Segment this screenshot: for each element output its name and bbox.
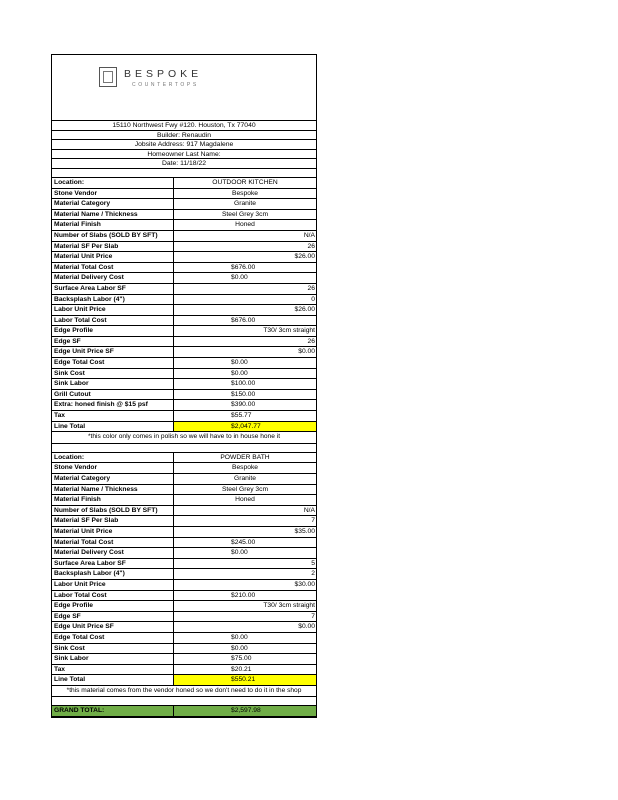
row-label: Labor Unit Price [52, 580, 174, 590]
line-total-value: $550.21 [174, 675, 316, 685]
row-value: $26.00 [294, 253, 315, 261]
table-row [52, 305, 316, 316]
row-value: 7 [311, 517, 315, 525]
table-row [52, 633, 316, 644]
row-value: $0.00 [231, 369, 248, 377]
row-value: N/A [303, 506, 315, 514]
row-label: Backsplash Labor (4") [52, 569, 174, 579]
table-row [52, 538, 316, 549]
row-label: Edge SF [52, 337, 174, 347]
row-label: Grill Cutout [52, 390, 174, 400]
date-line: Date: 11/18/22 [52, 159, 316, 169]
table-row [52, 580, 316, 591]
row-value: 0 [311, 295, 315, 303]
row-label: Location: [52, 178, 174, 188]
table-row [52, 199, 316, 210]
row-label: Backsplash Labor (4") [52, 295, 174, 305]
row-value: $30.00 [294, 580, 315, 588]
table-row [52, 252, 316, 263]
table-row [52, 189, 316, 200]
row-value: $26.00 [294, 306, 315, 314]
row-value: $245.00 [231, 538, 256, 546]
row-value: $100.00 [231, 380, 256, 388]
row-label: Surface Area Labor SF [52, 284, 174, 294]
table-row [52, 242, 316, 253]
row-value: OUTDOOR KITCHEN [212, 178, 278, 186]
spacer-row [52, 697, 316, 706]
table-row [52, 559, 316, 570]
row-label: Material SF Per Slab [52, 516, 174, 526]
logo-area [52, 55, 316, 121]
table-row [52, 569, 316, 580]
table-row [52, 231, 316, 242]
spacer-row [52, 169, 316, 178]
row-label: Tax [52, 411, 174, 421]
row-value: $0.00 [231, 644, 248, 652]
grand-total-row [52, 706, 316, 717]
row-label: Material Delivery Cost [52, 273, 174, 283]
row-label: Material Unit Price [52, 252, 174, 262]
row-value: Bespoke [231, 189, 259, 197]
grand-total-value: $2,597.98 [231, 707, 261, 715]
row-label: Material Name / Thickness [52, 485, 174, 495]
row-label: Extra: honed finish @ $15 psf [52, 400, 174, 410]
row-label: Material Name / Thickness [52, 210, 174, 220]
logo-name: BESPOKE [124, 68, 203, 80]
row-label: Material Total Cost [52, 263, 174, 273]
row-value: 7 [311, 612, 315, 620]
table-row [52, 400, 316, 411]
row-label: Sink Cost [52, 369, 174, 379]
company-address: 15110 Northwest Fwy #120. Houston, Tx 77040 [52, 121, 316, 131]
line-total-value: $2,047.77 [174, 422, 316, 432]
table-row [52, 506, 316, 517]
row-value: Granite [234, 200, 256, 208]
table-row [52, 210, 316, 221]
row-value: 26 [307, 242, 315, 250]
row-value: N/A [303, 231, 315, 239]
row-value: Bespoke [231, 464, 259, 472]
table-row [52, 273, 316, 284]
row-label: Labor Total Cost [52, 316, 174, 326]
row-label: Edge Unit Price SF [52, 622, 174, 632]
row-value: Steel Grey 3cm [221, 485, 269, 493]
row-label: Material Category [52, 199, 174, 209]
row-value: $0.00 [298, 623, 315, 631]
table-row [52, 516, 316, 527]
table-row [52, 453, 316, 464]
row-value: Steel Grey 3cm [221, 210, 269, 218]
row-label: Line Total [52, 422, 174, 432]
row-label: Stone Vendor [52, 189, 174, 199]
row-label: Tax [52, 665, 174, 675]
row-value: $676.00 [231, 316, 256, 324]
row-label: Material Delivery Cost [52, 548, 174, 558]
row-value: Honed [235, 496, 255, 504]
row-value: T30/ 3cm straight [263, 602, 315, 610]
row-value: POWDER BATH [220, 453, 270, 461]
bespoke-logo-icon [99, 67, 117, 87]
table-row [52, 284, 316, 295]
row-value: $0.00 [298, 348, 315, 356]
table-row [52, 347, 316, 358]
row-value: Honed [235, 221, 255, 229]
table-row [52, 369, 316, 380]
line-total-row [52, 422, 316, 433]
row-value: $390.00 [231, 401, 256, 409]
row-label: Material SF Per Slab [52, 242, 174, 252]
row-label: Edge Total Cost [52, 633, 174, 643]
row-label: Number of Slabs (SOLD BY SFT) [52, 506, 174, 516]
spacer-row [52, 444, 316, 453]
table-row [52, 316, 316, 327]
row-label: Edge Unit Price SF [52, 347, 174, 357]
row-value: 26 [307, 284, 315, 292]
row-value: $75.00 [231, 655, 252, 663]
row-value: $20.21 [231, 665, 252, 673]
table-row [52, 485, 316, 496]
row-label: Material Unit Price [52, 527, 174, 537]
table-row [52, 358, 316, 369]
table-row [52, 411, 316, 422]
table-row [52, 390, 316, 401]
row-value: T30/ 3cm straight [263, 327, 315, 335]
row-label: Location: [52, 453, 174, 463]
section-note: *this color only comes in polish so we will have to in house hone it [52, 432, 316, 444]
row-label: Material Finish [52, 220, 174, 230]
row-label: Edge Total Cost [52, 358, 174, 368]
logo-subtitle: COUNTERTOPS [132, 82, 199, 88]
table-row [52, 591, 316, 602]
row-label: Sink Cost [52, 644, 174, 654]
grand-total-label: GRAND TOTAL: [52, 706, 174, 716]
line-total-row [52, 675, 316, 686]
row-value: $0.00 [231, 274, 248, 282]
table-row [52, 527, 316, 538]
row-label: Number of Slabs (SOLD BY SFT) [52, 231, 174, 241]
table-row [52, 379, 316, 390]
builder-line: Builder: Renaudin [52, 131, 316, 141]
row-value: 5 [311, 559, 315, 567]
row-value: $210.00 [231, 591, 256, 599]
row-label: Edge Profile [52, 326, 174, 336]
table-row [52, 665, 316, 676]
jobsite-line: Jobsite Address: 917 Magdalene [52, 140, 316, 150]
table-row [52, 654, 316, 665]
row-label: Sink Labor [52, 379, 174, 389]
row-label: Labor Unit Price [52, 305, 174, 315]
table-row [52, 474, 316, 485]
table-row [52, 295, 316, 306]
row-value: $676.00 [231, 263, 256, 271]
table-row [52, 644, 316, 655]
row-value: 26 [307, 337, 315, 345]
row-value: $0.00 [231, 633, 248, 641]
estimate-sheet [51, 54, 317, 718]
row-value: $35.00 [294, 527, 315, 535]
row-value: Granite [234, 475, 256, 482]
row-value: $55.77 [231, 412, 252, 420]
row-value: $0.00 [231, 549, 248, 557]
table-row [52, 337, 316, 348]
table-row [52, 178, 316, 189]
table-row [52, 601, 316, 612]
table-row [52, 548, 316, 559]
table-row [52, 220, 316, 231]
table-row [52, 622, 316, 633]
table-row [52, 495, 316, 506]
row-value: $0.00 [231, 359, 248, 367]
row-label: Edge Profile [52, 601, 174, 611]
table-row [52, 326, 316, 337]
row-label: Line Total [52, 675, 174, 685]
row-label: Labor Total Cost [52, 591, 174, 601]
row-value: $150.00 [231, 390, 256, 398]
row-label: Material Category [52, 474, 174, 484]
row-label: Material Finish [52, 495, 174, 505]
table-row [52, 263, 316, 274]
row-value: 2 [311, 570, 315, 578]
section-note: *this material comes from the vendor honed so we don't need to do it in the shop [52, 686, 316, 698]
row-label: Sink Labor [52, 654, 174, 664]
table-row [52, 463, 316, 474]
row-label: Material Total Cost [52, 538, 174, 548]
row-label: Edge SF [52, 612, 174, 622]
row-label: Surface Area Labor SF [52, 559, 174, 569]
table-row [52, 612, 316, 623]
row-label: Stone Vendor [52, 463, 174, 473]
homeowner-line: Homeowner Last Name: [52, 150, 316, 160]
